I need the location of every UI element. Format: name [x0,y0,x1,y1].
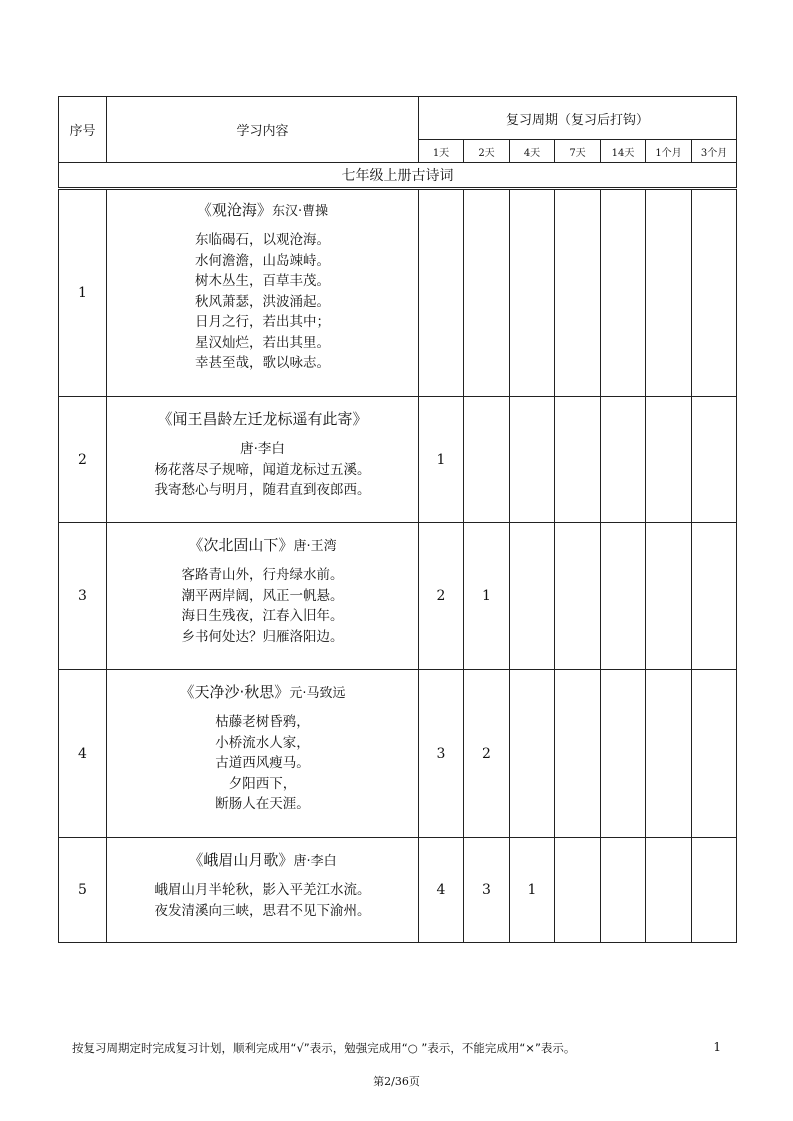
poem-title-text: 《天净沙·秋思》 [179,683,290,701]
poem-line: 我寄愁心与明月，随君直到夜郎西。 [154,482,371,498]
section-title: 七年级上册古诗词 [59,163,737,189]
review-mark-cell[interactable] [646,838,692,943]
footer-note: 按复习周期定时完成复习计划，顺利完成用“√”表示，勉强完成用“○ ”表示，不能完成用“×”表示。 [72,1041,576,1055]
review-mark-cell[interactable] [601,397,646,523]
poem-title-text: 《次北固山下》 [188,536,294,554]
review-mark-cell[interactable] [419,189,464,397]
review-mark-cell[interactable] [510,670,555,838]
review-mark-cell[interactable] [646,670,692,838]
review-mark-cell[interactable]: 1 [464,523,510,670]
review-schedule-table [58,96,737,943]
content-header: 学习内容 [107,97,419,163]
review-mark-cell[interactable]: 2 [464,670,510,838]
review-mark-cell[interactable] [692,189,737,397]
poem-line: 秋风萧瑟，洪波涌起。 [195,293,330,310]
review-mark-cell[interactable] [510,397,555,523]
page-number: 第2/36页 [373,1075,420,1088]
review-mark-cell[interactable] [601,189,646,397]
poem-line: 东临碣石，以观沧海。 [195,232,330,248]
day-header: 1个月 [646,140,692,163]
review-mark-cell[interactable] [692,838,737,943]
review-mark-cell[interactable] [555,397,601,523]
poem-line: 断肠人在天涯。 [215,796,310,812]
poem-row [59,397,737,523]
review-mark-cell[interactable] [692,670,737,838]
poem-title-text: 《闻王昌龄左迁龙标遥有此寄》 [157,410,368,428]
row-index: 4 [59,670,107,838]
review-mark-cell[interactable]: 1 [419,397,464,523]
poem-content [107,838,419,943]
review-mark-cell[interactable] [601,838,646,943]
poem-title-text: 《峨眉山月歌》 [188,851,294,869]
poem-line: 潮平两岸阔，风正一帆悬。 [181,587,344,604]
poem-title [107,535,418,557]
poem-line: 古道西风瘦马。 [215,755,310,771]
poem-line: 乡书何处达？归雁洛阳边。 [181,628,344,645]
poem-line: 客路青山外，行舟绿水前。 [181,567,344,583]
review-mark-cell[interactable] [510,189,555,397]
poem-line: 水何澹澹，山岛竦峙。 [195,252,330,269]
poem-title-text: 《观沧海》 [196,201,272,219]
row-index: 2 [59,397,107,523]
day-header: 3个月 [692,140,737,163]
index-header: 序号 [59,97,107,163]
review-mark-cell[interactable] [692,523,737,670]
poem-line: 幸甚至哉，歌以咏志。 [195,355,330,371]
review-mark-cell[interactable] [601,670,646,838]
poem-author: 唐·王湾 [293,539,337,554]
poem-content [107,523,419,670]
review-mark-cell[interactable]: 3 [464,838,510,943]
poem-author: 唐·李白 [293,854,337,869]
review-mark-cell[interactable] [464,397,510,523]
poem-line: 树木丛生，百草丰茂。 [195,273,330,289]
poem-row [59,523,737,670]
poem-line: 小桥流水人家， [215,734,310,751]
poem-line: 夕阳西下， [228,775,297,792]
review-mark-cell[interactable] [601,523,646,670]
poem-content [107,670,419,838]
day-header: 7天 [555,140,601,163]
day-header: 1天 [419,140,464,163]
poem-title [107,850,418,872]
row-index: 3 [59,523,107,670]
poem-row [59,838,737,943]
review-mark-cell[interactable] [555,189,601,397]
poem-content [107,397,419,523]
poem-title [107,200,418,222]
review-cycle-header: 复习周期（复习后打钩） [419,97,737,140]
poem-author: 唐·李白 [240,441,285,457]
review-mark-cell[interactable]: 3 [419,670,464,838]
day-header: 4天 [510,140,555,163]
poem-line: 峨眉山月半轮秋，影入平羌江水流。 [154,882,371,898]
poem-row [59,670,737,838]
day-header: 14天 [601,140,646,163]
poem-content [107,189,419,397]
review-mark-cell[interactable]: 4 [419,838,464,943]
review-mark-cell[interactable] [646,397,692,523]
review-mark-cell[interactable]: 2 [419,523,464,670]
poem-author: 元·马致远 [289,686,346,701]
poem-author: 东汉·曹操 [271,204,329,219]
poem-line: 海日生残夜，江春入旧年。 [181,608,344,624]
row-index: 1 [59,189,107,397]
review-mark-cell[interactable] [555,670,601,838]
review-mark-cell[interactable] [646,523,692,670]
poem-line: 杨花落尽子规啼，闻道龙标过五溪。 [154,461,371,478]
poem-title [107,682,418,704]
poem-line: 日月之行，若出其中； [195,314,330,330]
review-mark-cell[interactable] [464,189,510,397]
poem-line: 枯藤老树昏鸦， [215,714,310,730]
review-mark-cell[interactable] [555,523,601,670]
review-mark-cell[interactable]: 1 [510,838,555,943]
poem-title [107,409,418,429]
review-mark-cell[interactable] [555,838,601,943]
row-index: 5 [59,838,107,943]
review-mark-cell[interactable] [646,189,692,397]
poem-line: 星汉灿烂，若出其里。 [195,334,330,351]
footer-right-number: 1 [713,1040,721,1054]
review-mark-cell[interactable] [692,397,737,523]
day-header: 2天 [464,140,510,163]
review-mark-cell[interactable] [510,523,555,670]
poem-line: 夜发清溪向三峡，思君不见下渝州。 [154,902,371,919]
poem-row [59,189,737,397]
